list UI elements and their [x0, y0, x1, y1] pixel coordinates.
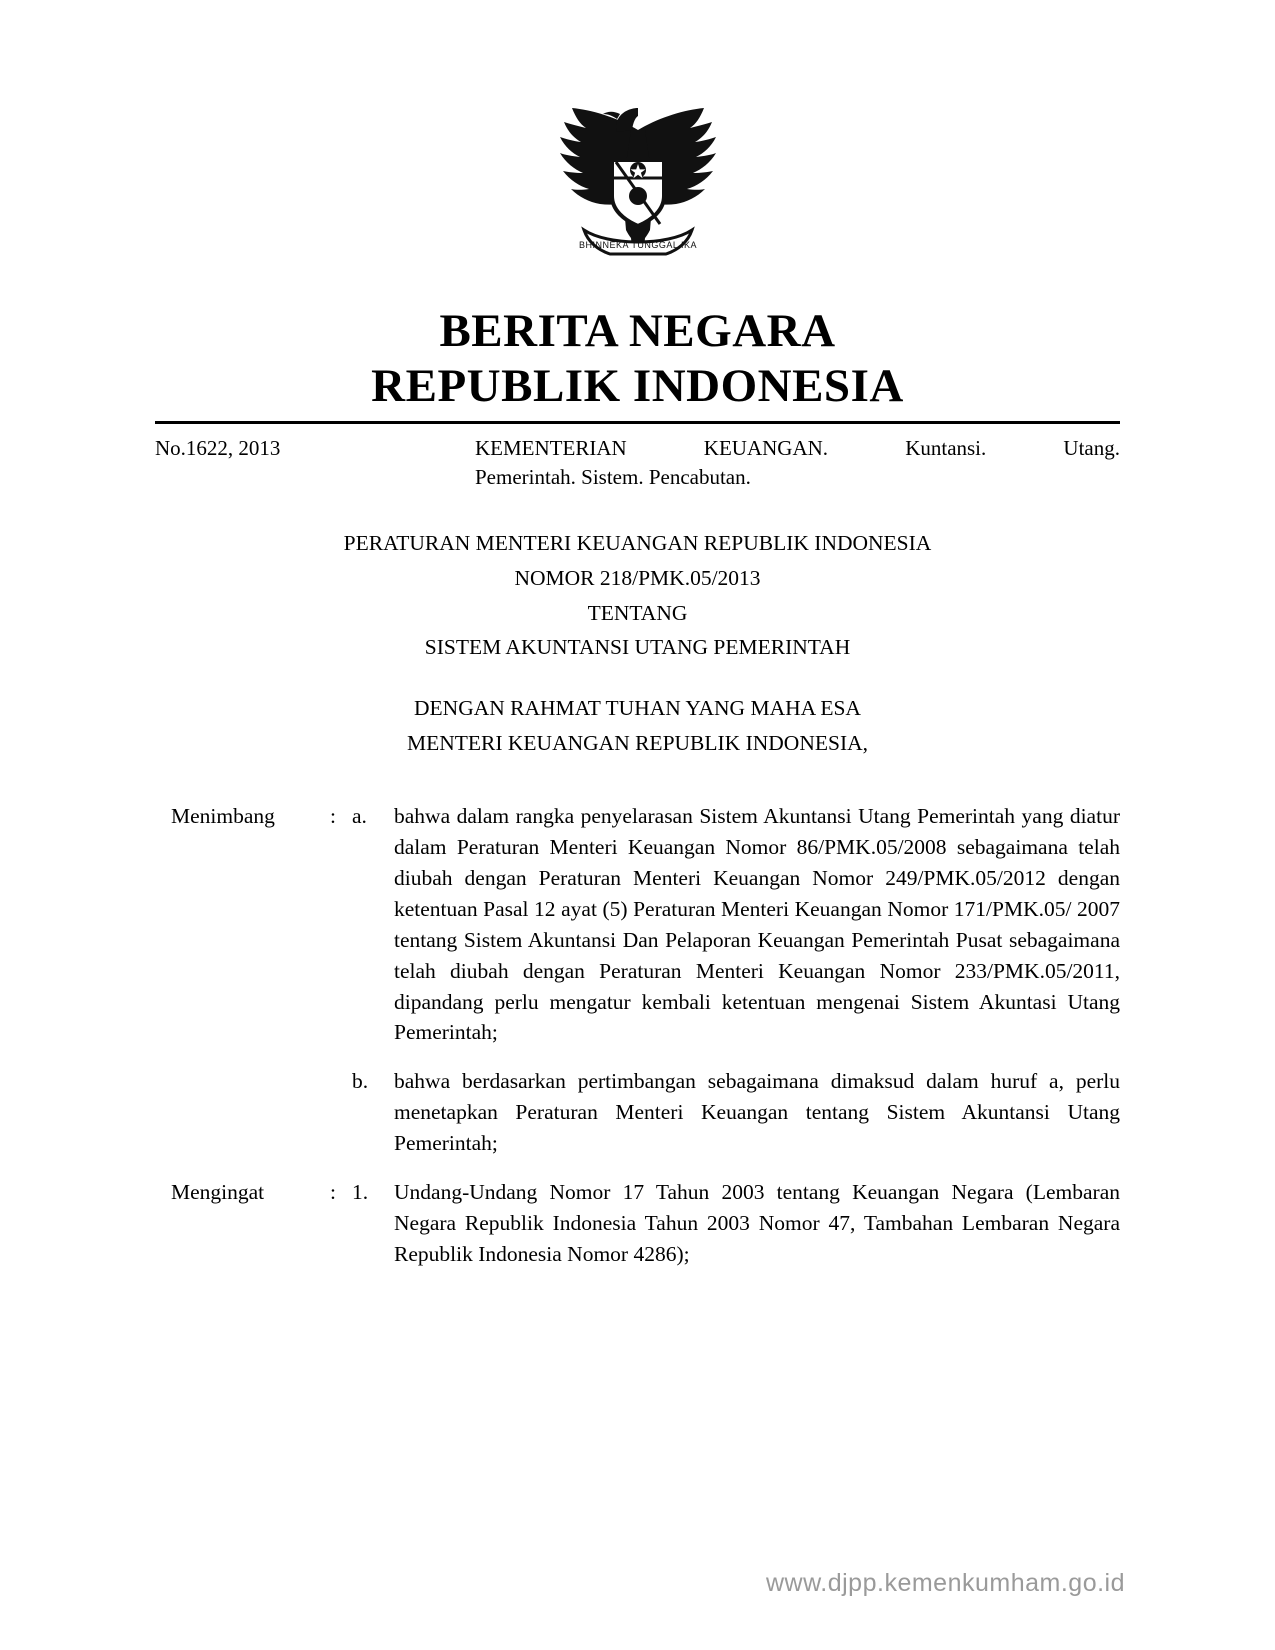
issue-subject-line-1: KEMENTERIAN KEUANGAN. Kuntansi. Utang. — [475, 435, 1120, 460]
svg-text:BHINNEKA TUNGGAL IKA: BHINNEKA TUNGGAL IKA — [578, 240, 697, 250]
clause-item — [155, 801, 1120, 1049]
masthead — [155, 304, 1120, 415]
footer-watermark-url: www.djpp.kemenkumham.go.id — [766, 1569, 1125, 1597]
issue-subject-line-2: Pemerintah. Sistem. Pencabutan. — [475, 464, 751, 489]
clauses-section — [155, 801, 1120, 1270]
invocation-line-2: MENTERI KEUANGAN REPUBLIK INDONESIA, — [406, 730, 869, 755]
issue-line — [155, 434, 1120, 492]
invocation-block — [155, 691, 1120, 761]
regulation-about-label: TENTANG — [587, 600, 688, 625]
regulation-subject: SISTEM AKUNTANSI UTANG PEMERINTAH — [424, 635, 851, 660]
issue-number: No.1622, 2013 — [155, 435, 281, 460]
clause-colon: : — [330, 803, 336, 828]
masthead-line-1: BERITA NEGARA — [439, 305, 836, 357]
clause-label: Mengingat — [171, 1180, 265, 1205]
regulation-number: NOMOR 218/PMK.05/2013 — [514, 565, 761, 590]
clause-marker: a. — [352, 803, 367, 828]
clause-text: Undang-Undang Nomor 17 Tahun 2003 tentang Keuangan Negara (Lembaran Negara Republik Indonesia Tahun 2003 Nomor 47, Tambahan Lembaran Negara Republik Indonesia Nomor 4286); — [394, 1180, 1120, 1267]
clause-marker: b. — [352, 1069, 369, 1094]
regulation-title-block — [155, 526, 1120, 665]
clause-marker: 1. — [352, 1180, 369, 1205]
garuda-pancasila-emblem — [538, 78, 738, 278]
masthead-line-2: REPUBLIK INDONESIA — [371, 360, 904, 413]
clause-text: bahwa berdasarkan pertimbangan sebagaimana dimaksud dalam huruf a, perlu menetapkan Peraturan Menteri Keuangan tentang Sistem Akuntansi Utang Pemerintah; — [394, 1069, 1120, 1156]
emblem-container — [155, 0, 1120, 278]
clause-item — [155, 1177, 1120, 1270]
invocation-line-1: DENGAN RAHMAT TUHAN YANG MAHA ESA — [414, 696, 861, 721]
masthead-divider — [155, 421, 1120, 424]
clause-colon: : — [330, 1180, 336, 1205]
clause-label: Menimbang — [171, 803, 275, 828]
regulation-title: PERATURAN MENTERI KEUANGAN REPUBLIK INDONESIA — [343, 530, 932, 555]
clause-item — [155, 1066, 1120, 1159]
issue-subject — [475, 434, 1120, 492]
clause-text: bahwa dalam rangka penyelarasan Sistem Akuntansi Utang Pemerintah yang diatur dalam Peraturan Menteri Keuangan Nomor 86/PMK.05/2008 sebagaimana telah diubah dengan Peraturan Menteri Keuangan Nomor 249/PMK.05/2012 dengan ketentuan Pasal 12 ayat (5) Peraturan Menteri Keuangan Nomor 171/PMK.05/ 2007 tentang Sistem Akuntansi Dan Pelaporan Keuangan Pemerintah Pusat sebagaimana telah diubah dengan Peraturan Menteri Keuangan Nomor 233/PMK.05/2011, dipandang perlu mengatur kembali ketentuan mengenai Sistem Akuntasi Utang Pemerintah; — [394, 803, 1120, 1045]
